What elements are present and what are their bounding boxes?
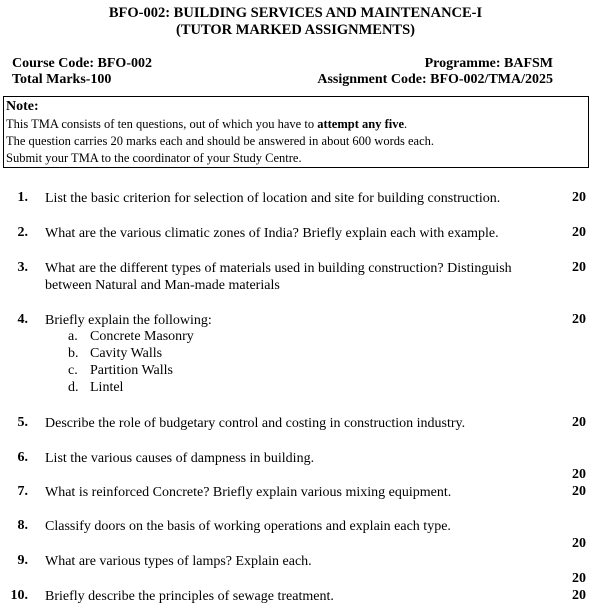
question-text: List the various causes of dampness in building. [45, 451, 315, 466]
note-line-2: The question carries 20 marks each and should be answered in about 600 words each. [6, 134, 434, 148]
subitem-label: a. [68, 329, 78, 344]
subitem-text: Concrete Masonry [90, 329, 194, 344]
assignment-code: Assignment Code: BFO-002/TMA/2025 [317, 72, 553, 87]
question-number: 8. [17, 518, 28, 533]
question-text: Briefly explain the following: [45, 313, 212, 328]
question-marks: 20 [572, 312, 586, 327]
question-number: 10. [10, 588, 28, 603]
document-title: BFO-002: BUILDING SERVICES AND MAINTENANCE-I [108, 5, 483, 21]
question-number: 6. [17, 450, 28, 465]
subitem-label: c. [68, 363, 78, 378]
document-subtitle: (TUTOR MARKED ASSIGNMENTS) [175, 22, 416, 38]
course-code: Course Code: BFO-002 [12, 56, 152, 71]
question-marks: 20 [572, 225, 586, 240]
question-text: Classify doors on the basis of working operations and explain each type. [45, 519, 451, 534]
question-text: What are the various climatic zones of India? Briefly explain each with example. [45, 226, 499, 241]
question-marks: 20 [572, 571, 586, 586]
subitem-text: Cavity Walls [90, 346, 163, 361]
subitem-text: Lintel [90, 380, 124, 395]
question-text: What are various types of lamps? Explain each. [45, 554, 312, 569]
question-marks: 20 [572, 415, 586, 430]
question-text: Briefly describe the principles of sewage treatment. [45, 589, 334, 604]
question-number: 1. [17, 190, 28, 205]
question-number: 9. [17, 553, 28, 568]
question-number: 4. [17, 312, 28, 327]
subitem-label: b. [68, 346, 79, 361]
question-text: List the basic criterion for selection of location and site for building construction. [45, 191, 501, 206]
question-marks: 20 [572, 484, 586, 499]
subitem-label: d. [68, 380, 79, 395]
question-text: What are the different types of materials used in building construction? Distinguish between Natural and Man-made materials [45, 261, 512, 293]
question-number: 2. [17, 225, 28, 240]
question-number: 3. [17, 260, 28, 275]
question-marks: 20 [572, 536, 586, 551]
question-text: What is reinforced Concrete? Briefly explain various mixing equipment. [45, 485, 452, 500]
note-heading: Note: [6, 99, 39, 114]
total-marks: Total Marks-100 [12, 72, 112, 87]
question-number: 5. [17, 415, 28, 430]
note-line-3: Submit your TMA to the coordinator of your Study Centre. [6, 151, 302, 165]
note-emphasis: attempt any five [317, 117, 405, 131]
question-text: Describe the role of budgetary control and costing in construction industry. [45, 416, 466, 431]
question-marks: 20 [572, 260, 586, 275]
question-marks: 20 [572, 588, 586, 603]
question-marks: 20 [572, 467, 586, 482]
programme: Programme: BAFSM [424, 56, 553, 71]
subitem-text: Partition Walls [90, 363, 174, 378]
question-marks: 20 [572, 190, 586, 205]
note-line-1: This TMA consists of ten questions, out of which you have to attempt any five. [6, 117, 408, 131]
question-number: 7. [17, 484, 28, 499]
